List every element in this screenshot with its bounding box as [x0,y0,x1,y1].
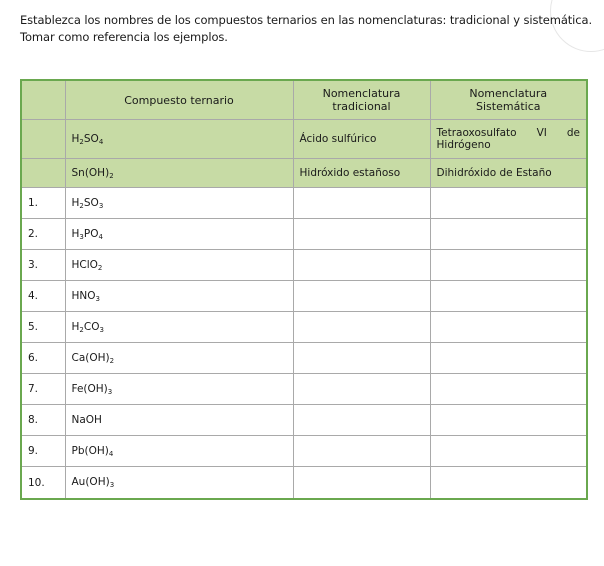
example-formula: $H_2SO_4$ [65,120,293,159]
table-row [21,436,587,467]
traditional-answer-cell[interactable] [293,312,430,343]
header-systematic: Nomenclatura Sistemática [430,80,587,120]
systematic-answer-cell[interactable] [430,188,587,219]
table-row [21,281,587,312]
systematic-answer-cell[interactable] [430,281,587,312]
systematic-answer-cell[interactable] [430,436,587,467]
traditional-answer-cell[interactable] [293,219,430,250]
compound-formula: $Ca(OH)_2$ [65,343,293,374]
systematic-answer-cell[interactable] [430,467,587,500]
traditional-answer-cell[interactable] [293,436,430,467]
table-row [21,312,587,343]
traditional-answer-cell[interactable] [293,281,430,312]
instruction-line-1: Establezca los nombres de los compuestos ternarios en las nomenclaturas: tradicional y sistemática. [20,13,592,27]
example-number-cell [21,120,65,159]
table-header-row [21,80,587,120]
example-systematic-name: Dihidróxido de Estaño [430,159,587,188]
compounds-table [20,79,588,500]
systematic-answer-cell[interactable] [430,405,587,436]
systematic-answer-cell[interactable] [430,250,587,281]
compound-formula: $Fe(OH)_3$ [65,374,293,405]
row-number: 3. [21,250,65,281]
compound-formula: $Pb(OH)_4$ [65,436,293,467]
example-row [21,159,587,188]
traditional-answer-cell[interactable] [293,405,430,436]
table-row [21,250,587,281]
row-number: 8. [21,405,65,436]
traditional-answer-cell[interactable] [293,343,430,374]
row-number: 1. [21,188,65,219]
traditional-answer-cell[interactable] [293,188,430,219]
row-number: 6. [21,343,65,374]
systematic-answer-cell[interactable] [430,343,587,374]
example-systematic-name: Tetraoxosulfato VI de Hidrógeno [430,120,587,159]
traditional-answer-cell[interactable] [293,467,430,500]
example-formula: $Sn(OH)_2$ [65,159,293,188]
table-row [21,405,587,436]
table-row [21,343,587,374]
row-number: 7. [21,374,65,405]
instruction-line-2: Tomar como referencia los ejemplos. [20,30,228,44]
row-number: 10. [21,467,65,500]
compound-formula: $HNO_3$ [65,281,293,312]
table-row [21,219,587,250]
compound-formula: $H_2CO_3$ [65,312,293,343]
example-traditional-name: Ácido sulfúrico [293,120,430,159]
traditional-answer-cell[interactable] [293,374,430,405]
systematic-answer-cell[interactable] [430,312,587,343]
row-number: 4. [21,281,65,312]
compound-formula: HClO$_2$ [65,250,293,281]
header-traditional: Nomenclatura tradicional [293,80,430,120]
header-compound: Compuesto ternario [65,80,293,120]
example-traditional-name: Hidróxido estañoso [293,159,430,188]
example-number-cell [21,159,65,188]
compound-formula: NaOH [65,405,293,436]
systematic-answer-cell[interactable] [430,374,587,405]
systematic-answer-cell[interactable] [430,219,587,250]
row-number: 9. [21,436,65,467]
compound-formula: $H_2SO_3$ [65,188,293,219]
row-number: 2. [21,219,65,250]
row-number: 5. [21,312,65,343]
compound-formula: $H_3PO_4$ [65,219,293,250]
header-number [21,80,65,120]
table-row [21,374,587,405]
traditional-answer-cell[interactable] [293,250,430,281]
compound-formula: $Au(OH)_3$ [65,467,293,500]
instructions [20,12,590,46]
table-row [21,188,587,219]
example-row [21,120,587,159]
table-row [21,467,587,500]
